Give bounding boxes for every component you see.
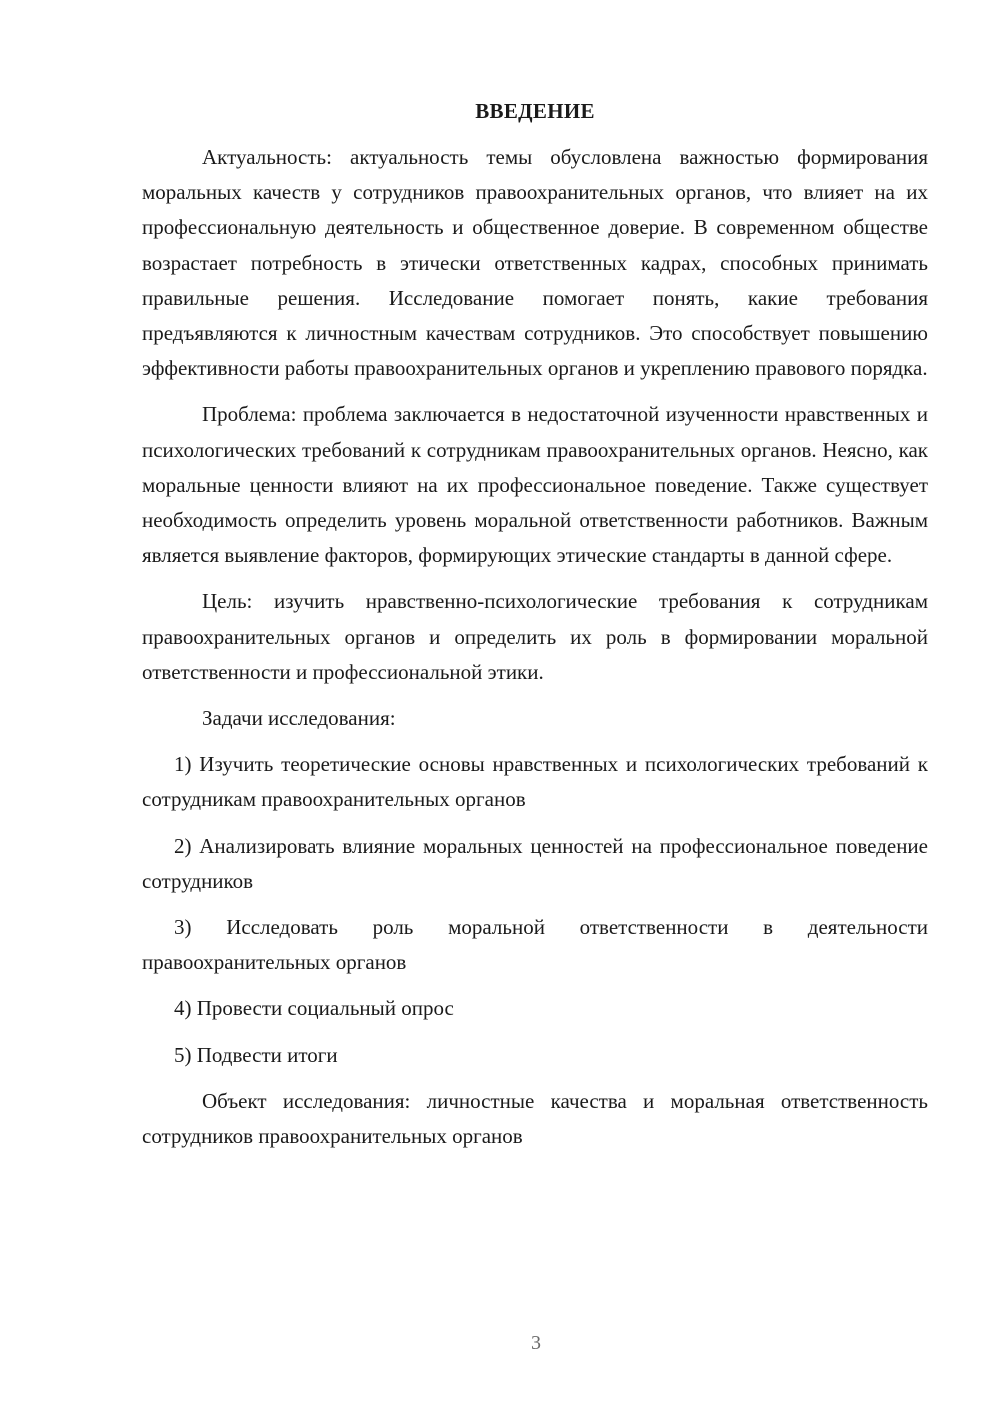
page-number: 3 bbox=[531, 1332, 541, 1354]
document-title: ВВЕДЕНИЕ bbox=[475, 99, 595, 123]
tasks-heading: Задачи исследования: bbox=[202, 706, 396, 731]
task-item: 4) Провести социальный опрос bbox=[174, 996, 454, 1021]
task-item: 1) Изучить теоретические основы нравственных и психологических требований к сотрудникам правоохранительных органов bbox=[142, 752, 928, 812]
goal-paragraph: Цель: изучить нравственно-психологические требования к сотрудникам правоохранительных органов и определить их роль в формировании моральной ответственности и профессиональной этики. bbox=[142, 589, 928, 684]
task-item: 5) Подвести итоги bbox=[174, 1042, 338, 1067]
task-item: 3) Исследовать роль моральной ответственности в деятельности правоохранительных органов bbox=[142, 915, 928, 975]
task-item: 2) Анализировать влияние моральных ценностей на профессиональное поведение сотрудников bbox=[142, 833, 928, 893]
object-paragraph: Объект исследования: личностные качества и моральная ответственность сотрудников правоохранительных органов bbox=[142, 1088, 928, 1149]
document-page bbox=[142, 96, 928, 1165]
problem-paragraph: Проблема: проблема заключается в недостаточной изученности нравственных и психологических требований к сотрудникам правоохранительных органов. Неясно, как моральные ценности влияют на их профессиональное поведение. Также существует необходимость определить уровень моральной ответственности работников. Важным является выявление факторов, формирующих этические стандарты в данной сфере. bbox=[142, 402, 928, 568]
relevance-paragraph: Актуальность: актуальность темы обусловлена важностью формирования моральных качеств у сотрудников правоохранительных органов, что влияет на их профессиональную деятельность и общественное доверие. В современном обществе возрастает потребность в этически ответственных кадрах, способных принимать правильные решения. Исследование помогает понять, какие требования предъявляются к личностным качествам сотрудников. Это способствует повышению эффективности работы правоохранительных органов и укреплению правового порядка. bbox=[142, 145, 928, 381]
